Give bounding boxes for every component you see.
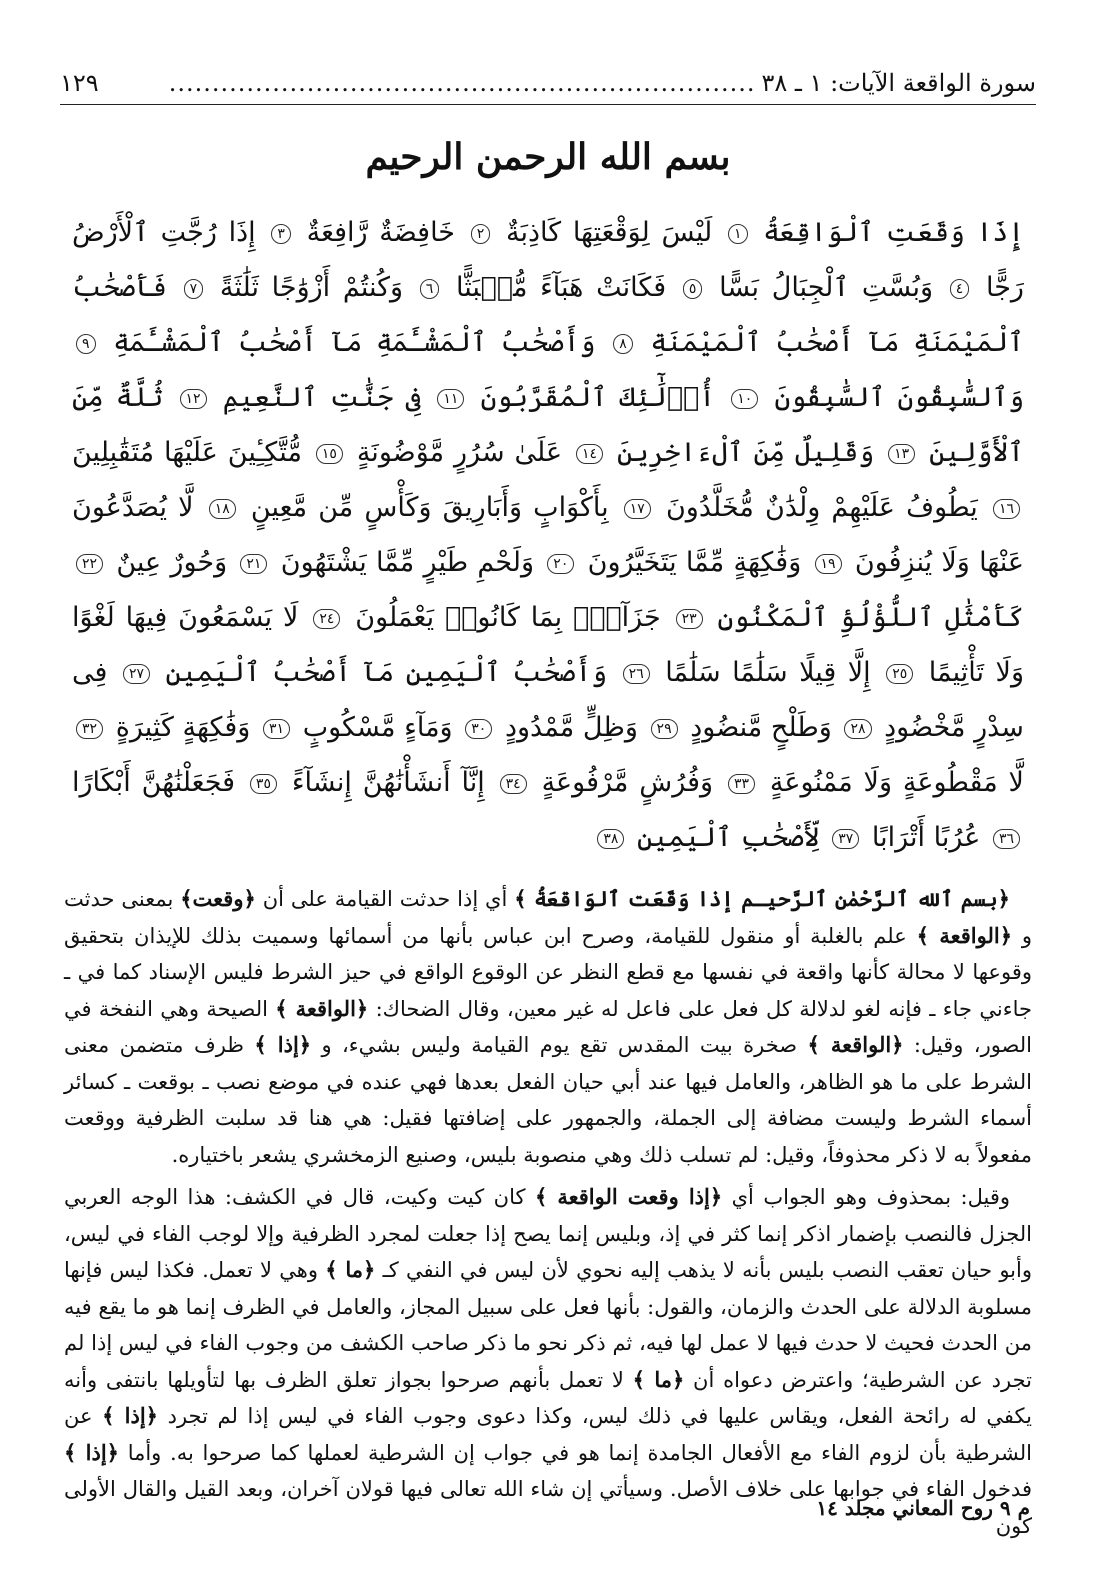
commentary-text: لا تعمل بأنهم صرحوا بجواز تعلق الظرف بها لتأويلها بانتفى وأنه يكفي له رائحة الفعل، ويقاس عليها في ذلك ليس، وكذا دعوى وجوب الفاء في ليس إذا لم تجرد <box>64 1367 1032 1428</box>
verse-text: وَلَحْمِ طَيْرٍ مِّمَّا يَشْتَهُونَ <box>280 547 535 578</box>
verse-text: إِذَا وَقَعَتِ ٱلْوَاقِعَةُ <box>763 217 1025 248</box>
verse-number: ٣٠ <box>465 719 492 739</box>
verse-text: ثُلَّةٌ مِّنَ ٱلْأَوَّلِينَ <box>72 382 1024 468</box>
quoted-term: ﴿الواقعة ﴾ <box>916 922 1013 948</box>
verse-text: خَافِضَةٌ رَّافِعَةٌ <box>306 217 455 248</box>
verse-number: ٢٢ <box>76 554 103 574</box>
page-number: ١٢٩ <box>60 69 99 97</box>
verse-number: ١٩ <box>815 554 842 574</box>
commentary-paragraph-2 <box>64 1179 1032 1544</box>
verse-text: عَلَىٰ سُرُرٍ مَّوْضُونَةٍ <box>356 437 563 468</box>
verse-number: ١٢ <box>180 389 207 409</box>
quoted-term: ﴿الواقعة ﴾ <box>807 1032 904 1057</box>
verse-number: ٦ <box>420 279 440 299</box>
verse-text: وَقَلِيلٌ مِّنَ ٱلْءَاخِرِينَ <box>617 437 875 468</box>
verse-text: فَأَصْحَٰبُ ٱلْمَيْمَنَةِ مَآ أَصْحَٰبُ ٱلْمَيْمَنَةِ <box>72 272 1024 358</box>
verse-text: وَكُنتُمْ أَزْوَٰجًا ثَلَٰثَةً <box>219 272 404 303</box>
verse-text: بِأَكْوَابٍ وَأَبَارِيقَ وَكَأْسٍ مِّن مَّعِينٍ <box>250 492 609 523</box>
verse-number: ٢٧ <box>123 664 150 684</box>
verse-number: ١١ <box>437 389 464 409</box>
verse-text: وَمَآءٍ مَّسْكُوبٍ <box>302 712 453 743</box>
verse-text: أُو۟لَٰٓئِكَ ٱلْمُقَرَّبُونَ <box>480 382 716 413</box>
verse-text: لَّا مَقْطُوعَةٍ وَلَا مَمْنُوعَةٍ <box>769 767 1024 798</box>
quoted-term: ﴿ما ﴾ <box>632 1366 685 1392</box>
verse-text: إِذَا رُجَّتِ ٱلْأَرْضُ رَجًّا <box>72 217 1024 303</box>
verse-text: وَحُورٌ عِينٌ <box>116 547 228 578</box>
verse-number: ٢ <box>471 224 491 244</box>
verse-number: ٣٥ <box>250 774 277 794</box>
verse-number: ٢٩ <box>651 719 678 739</box>
verse-text: وَطَلْحٍ مَّنضُودٍ <box>690 712 832 743</box>
verse-text: لَيْسَ لِوَقْعَتِهَا كَاذِبَةٌ <box>506 217 713 248</box>
verse-text: وَظِلٍّ مَّمْدُودٍ <box>504 712 638 743</box>
verse-number: ٢٤ <box>313 609 340 629</box>
verse-text: فَجَعَلْنَٰهُنَّ أَبْكَارًا <box>72 767 236 798</box>
leader-dots: .................................................................... <box>168 69 756 97</box>
verse-text: وَأَصْحَٰبُ ٱلْيَمِينِ مَآ أَصْحَٰبُ ٱلْيَمِينِ <box>165 657 608 688</box>
verse-number: ١٤ <box>576 444 603 464</box>
commentary-paragraph-1 <box>64 881 1032 1173</box>
commentary-text: صخرة بيت المقدس تقع يوم القيامة وليس بشيء، و <box>311 1033 808 1057</box>
verse-text: كَأَمْثَٰلِ ٱللُّؤْلُؤِ ٱلْمَكْنُونِ <box>717 602 1024 633</box>
verse-number: ٣٣ <box>728 774 755 794</box>
verse-text: وَفَٰكِهَةٍ مِّمَّا يَتَخَيَّرُونَ <box>587 547 802 578</box>
verse-number: ١ <box>728 224 748 244</box>
commentary-text: عن الشرطية بأن لزوم الفاء مع الأفعال الجامدة إنما هو في جواب إن الشرطية لعملها كما صرحوا به. وأما <box>64 1404 1032 1465</box>
commentary <box>60 881 1036 1544</box>
running-header <box>60 66 1036 105</box>
verse-number: ٣٨ <box>597 829 624 849</box>
verse-text: إِنَّآ أَنشَأْنَٰهُنَّ إِنشَآءً <box>291 767 485 798</box>
verse-text: عُرُبًا أَتْرَابًا <box>871 822 981 853</box>
verse-number: ١٣ <box>888 444 915 464</box>
verse-number: ٢٨ <box>844 719 871 739</box>
verse-number: ١٥ <box>316 444 343 464</box>
verse-text: وَأَصْحَٰبُ ٱلْمَشْـَٔمَةِ مَآ أَصْحَٰبُ ٱلْمَشْـَٔمَةِ <box>113 327 596 358</box>
commentary-text: علم بالغلبة أو منقول للقيامة، وصرح ابن عباس بأنها من أسمائها وسميت بذلك للإيذان بتحقيق وقوعها لا محالة كأنها واقعة في نفسها مع قطع النظر عن الوقوع الواقع في حيز الشرط فليس الإسناد كما في ـ جاءني جاء ـ فإنه لغو لدلالة كل فعل على فاعل له غير معين، وقال الضحاك: <box>64 923 1032 1021</box>
quoted-term: ﴿إذا ﴾ <box>102 1403 158 1428</box>
verse-text: وَٱلسَّٰبِقُونَ ٱلسَّٰبِقُونَ <box>774 382 1025 413</box>
verse-number: ٢٦ <box>623 664 650 684</box>
commentary-text: ظرف متضمن معنى الشرط على ما هو الظاهر، والعامل فيها عند أبي حيان الفعل بعدها فهي عنده في موضع نصب ـ بوقعت ـ كسائر أسماء الشرط وليست مضافة إلى الجملة، والجمهور على إضافتها فقيل: هي هنا قد سلبت الظرفية ووقعت مفعولاً به لا ذكر محذوفاً، وقيل: لم تسلب ذلك وهي منصوبة بليس، وصنيع الزمخشري يشعر باختياره. <box>64 1033 1033 1167</box>
basmala-heading: بسم الله الرحمن الرحيم <box>365 136 731 178</box>
verse-text: وَفُرُشٍ مَّرْفُوعَةٍ <box>541 767 714 798</box>
commentary-text: كان كيت وكيت، قال في الكشف: هذا الوجه العربي الجزل فالنصب بإضمار اذكر إنما كثر في إذ، وبليس إنما يصح إذا جعلت لمجرد الظرفية وإلا لوجب الفاء في ليس، وأبو حيان تعقب النصب بليس بأنه لا يذهب إليه نحوي لأن ليس في النفي كـ <box>64 1185 1032 1282</box>
verse-number: ٧ <box>184 279 204 299</box>
verse-number: ١٦ <box>993 499 1020 519</box>
commentary-text: وهي لا تعمل. فكذا ليس فإنها مسلوبة الدلالة على الحدث والزمان، والقول: بأنها فعل على سبيل المجاز، والعامل في الظرف إنما هو ما يقع فيه من الحدث فحيث لا حدث فيها لا عمل لها فيه، ثم ذكر نحو ما ذكر صاحب الكشف من وجوب الفاء في ليس إذا لم تجرد عن الشرطية؛ واعترض دعواه أن <box>64 1258 1032 1392</box>
verse-number: ٢٠ <box>547 554 574 574</box>
verse-number: ٢٣ <box>676 609 703 629</box>
page-footer: م ٩ روح المعاني مجلد ١٤ <box>816 1496 1030 1520</box>
verse-number: ٣٧ <box>832 829 859 849</box>
verse-text: وَفَٰكِهَةٍ كَثِيرَةٍ <box>115 712 251 743</box>
verse-text: مُّتَّكِـِٔينَ عَلَيْهَا مُتَقَٰبِلِينَ <box>72 437 302 468</box>
surah-title: سورة الواقعة الآيات: ١ ـ ٣٨ <box>761 69 1036 97</box>
verse-number: ٣ <box>271 224 291 244</box>
quoted-term: ﴿وقعت﴾ <box>180 886 256 911</box>
quoted-term: ﴿إذا ﴾ <box>254 1032 312 1057</box>
verse-text: فِى جَنَّٰتِ ٱلنَّعِيمِ <box>222 382 422 413</box>
commentary-text: الصيحة وهي النفخة في الصور، وقيل: <box>64 996 1033 1057</box>
verse-text: يَطُوفُ عَلَيْهِمْ وِلْدَٰنٌ مُّخَلَّدُونَ <box>665 492 978 523</box>
verse-number: ١٨ <box>209 499 236 519</box>
quoted-term: ﴿ما ﴾ <box>325 1257 376 1282</box>
verse-number: ٣٢ <box>76 719 103 739</box>
verse-number: ٣١ <box>263 719 290 739</box>
quoted-term: ﴿إذا ﴾ <box>64 1439 119 1465</box>
commentary-text: أي إذا حدثت القيامة على أن <box>255 887 515 911</box>
quoted-term: ﴿إذا وقعت الواقعة ﴾ <box>534 1184 723 1209</box>
verse-number: ٥ <box>683 279 703 299</box>
verse-text: لَا يَسْمَعُونَ فِيهَا لَغْوًا وَلَا تَأْثِيمًا <box>72 602 1024 688</box>
verse-text: جَزَآءًۢ بِمَا كَانُوا۟ يَعْمَلُونَ <box>355 602 661 633</box>
verse-text: وَبُسَّتِ ٱلْجِبَالُ بَسًّا <box>719 272 934 303</box>
verse-number: ١٠ <box>731 389 758 409</box>
verse-text: لِّأَصْحَٰبِ ٱلْيَمِينِ <box>637 822 820 853</box>
quoted-term: ﴿بسم ٱلله ٱلرَّحْمٰن ٱلرَّحيـم إذا وَقَعَت ٱلوَاقعَةُ ﴾ <box>514 886 1010 911</box>
quran-verses <box>60 205 1036 865</box>
verse-number: ٩ <box>76 334 96 354</box>
verse-number: ٢٥ <box>886 664 913 684</box>
verse-text: إِلَّا قِيلًا سَلَٰمًا سَلَٰمًا <box>665 657 871 688</box>
verse-number: ٨ <box>613 334 633 354</box>
verse-text: فِى سِدْرٍ مَّخْضُودٍ <box>72 657 1024 743</box>
commentary-text: وقيل: بمحذوف وهو الجواب أي <box>722 1185 1010 1209</box>
verse-number: ٢١ <box>240 554 267 574</box>
verse-number: ١٧ <box>624 499 651 519</box>
verse-number: ٣٦ <box>993 829 1020 849</box>
commentary-text: فدخول الفاء في جوابها على خلاف الأصل. وسيأتي إن شاء الله تعالى فيها قولان آخران، وبعد القيل والقال الأولى كون <box>64 1477 1032 1538</box>
verse-text: لَّا يُصَدَّعُونَ عَنْهَا وَلَا يُنزِفُونَ <box>72 492 1025 578</box>
verse-number: ٣٤ <box>500 774 527 794</box>
verse-text: فَكَانَتْ هَبَآءً مُّنۢبَثًّا <box>456 272 667 303</box>
quoted-term: ﴿الواقعة ﴾ <box>275 995 369 1021</box>
verse-number: ٤ <box>950 279 970 299</box>
commentary-text: بمعنى حدثت و <box>64 887 1032 948</box>
